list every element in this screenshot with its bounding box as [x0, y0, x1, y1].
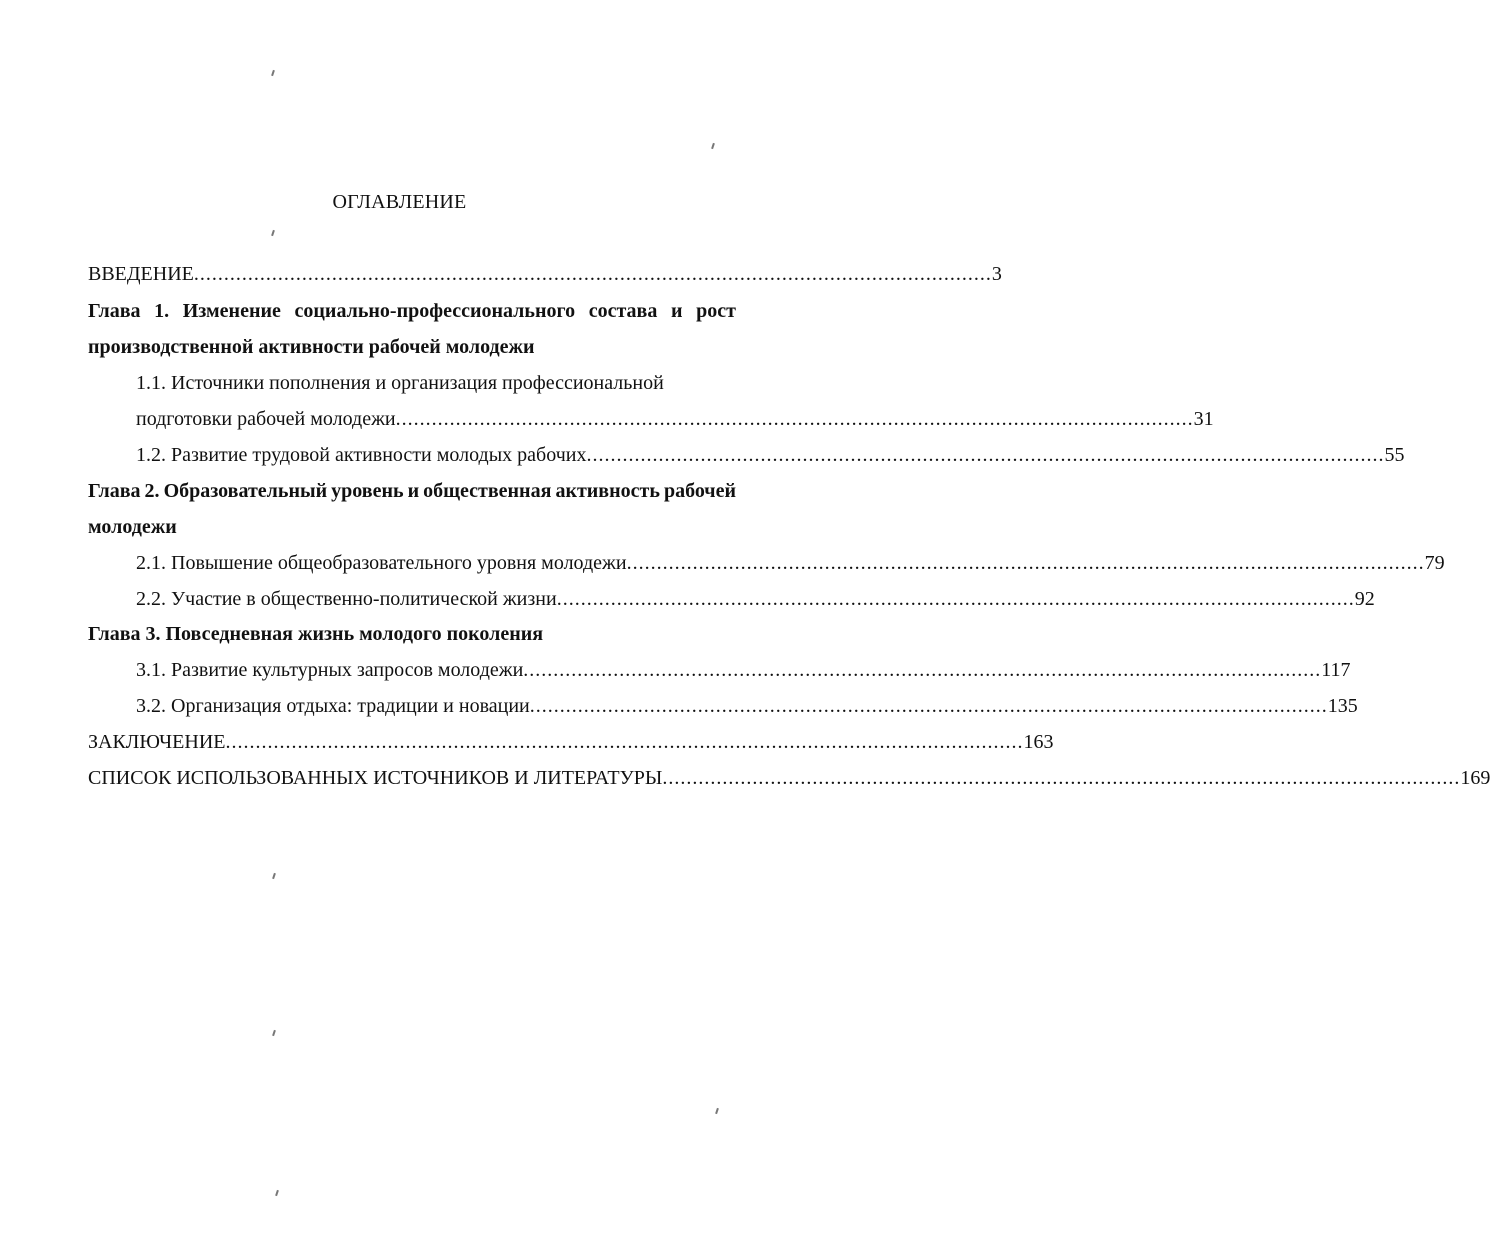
scan-speck: [275, 1190, 279, 1196]
heading-word: и: [670, 300, 683, 322]
toc-chapter-2-heading-cont: молодежи: [88, 516, 177, 538]
heading-word: 2.: [144, 480, 160, 502]
toc-entry-label: ВВЕДЕНИЕ: [88, 263, 194, 285]
heading-word: активность: [555, 480, 660, 502]
toc-leader-dots: .....................................................................................................................................: [523, 659, 1322, 681]
heading-word: Изменение: [182, 300, 281, 322]
toc-entry-sources[interactable]: [88, 766, 1490, 790]
toc-chapter-3-heading[interactable]: Глава 3. Повседневная жизнь молодого поколения: [88, 623, 544, 645]
toc-entry-page: 55: [1384, 444, 1405, 466]
toc-leader-dots: .....................................................................................................................................: [395, 408, 1194, 430]
toc-entry-label: 2.2. Участие в общественно-политической жизни: [136, 588, 557, 610]
toc-entry-conclusion[interactable]: [88, 730, 1054, 754]
toc-entry-page: 3: [991, 263, 1002, 285]
toc-entry-page: 135: [1327, 695, 1358, 717]
toc-section-3-1[interactable]: [136, 658, 1351, 682]
scan-speck: [272, 1030, 276, 1036]
toc-entry-page: 79: [1424, 552, 1445, 574]
toc-entry-label: 3.1. Развитие культурных запросов молодежи: [136, 659, 524, 681]
toc-entry-page: 117: [1321, 659, 1351, 681]
toc-section-1-2[interactable]: [136, 443, 1405, 467]
toc-entry-label: подготовки рабочей молодежи: [136, 408, 396, 430]
scan-speck: [715, 1108, 719, 1114]
scan-speck: [271, 230, 275, 236]
toc-chapter-1-heading[interactable]: [88, 299, 736, 323]
scan-speck: [272, 873, 276, 879]
toc-section-3-2[interactable]: [136, 694, 1358, 718]
toc-entry-intro[interactable]: [88, 262, 1002, 286]
toc-entry-page: 92: [1354, 588, 1375, 610]
heading-word: состава: [588, 300, 658, 322]
toc-section-2-1[interactable]: [136, 551, 1445, 575]
heading-word: рост: [696, 300, 736, 322]
heading-word: и: [407, 480, 420, 502]
toc-leader-dots: .....................................................................................................................................: [529, 695, 1328, 717]
toc-entry-page: 163: [1023, 731, 1054, 753]
page-title: ОГЛАВЛЕНИЕ: [332, 191, 467, 213]
toc-section-1-1-cont[interactable]: [136, 407, 1214, 431]
toc-leader-dots: .....................................................................................................................................: [556, 588, 1355, 610]
toc-entry-label: 1.2. Развитие трудовой активности молодых рабочих: [136, 444, 587, 466]
toc-entry-label: 3.2. Организация отдыха: традиции и новации: [136, 695, 530, 717]
toc-section-2-2[interactable]: [136, 587, 1375, 611]
toc-entry-label: ЗАКЛЮЧЕНИЕ: [88, 731, 226, 753]
toc-leader-dots: .....................................................................................................................................: [193, 263, 992, 285]
heading-word: общественная: [423, 480, 552, 502]
heading-word: Глава: [88, 300, 141, 322]
toc-entry-label: СПИСОК ИСПОЛЬЗОВАННЫХ ИСТОЧНИКОВ И ЛИТЕРАТУРЫ: [88, 767, 663, 789]
toc-chapter-1-heading-cont: производственной активности рабочей молодежи: [88, 336, 535, 358]
scan-speck: [711, 143, 715, 149]
toc-leader-dots: .....................................................................................................................................: [626, 552, 1425, 574]
toc-leader-dots: .....................................................................................................................................: [225, 731, 1024, 753]
toc-chapter-2-heading[interactable]: [88, 479, 736, 503]
scan-speck: [271, 70, 275, 76]
heading-word: Глава: [88, 480, 141, 502]
toc-entry-label: 2.1. Повышение общеобразовательного уровня молодежи: [136, 552, 627, 574]
heading-word: 1.: [154, 300, 170, 322]
heading-word: рабочей: [663, 480, 736, 502]
toc-leader-dots: .....................................................................................................................................: [662, 767, 1461, 789]
toc-section-1-1[interactable]: 1.1. Источники пополнения и организация профессиональной: [136, 372, 664, 394]
toc-entry-page: 31: [1193, 408, 1214, 430]
heading-word: социально-профессионального: [294, 300, 576, 322]
heading-word: уровень: [331, 480, 404, 502]
toc-leader-dots: .....................................................................................................................................: [586, 444, 1385, 466]
toc-entry-page: 169: [1460, 767, 1490, 789]
heading-word: Образовательный: [163, 480, 328, 502]
